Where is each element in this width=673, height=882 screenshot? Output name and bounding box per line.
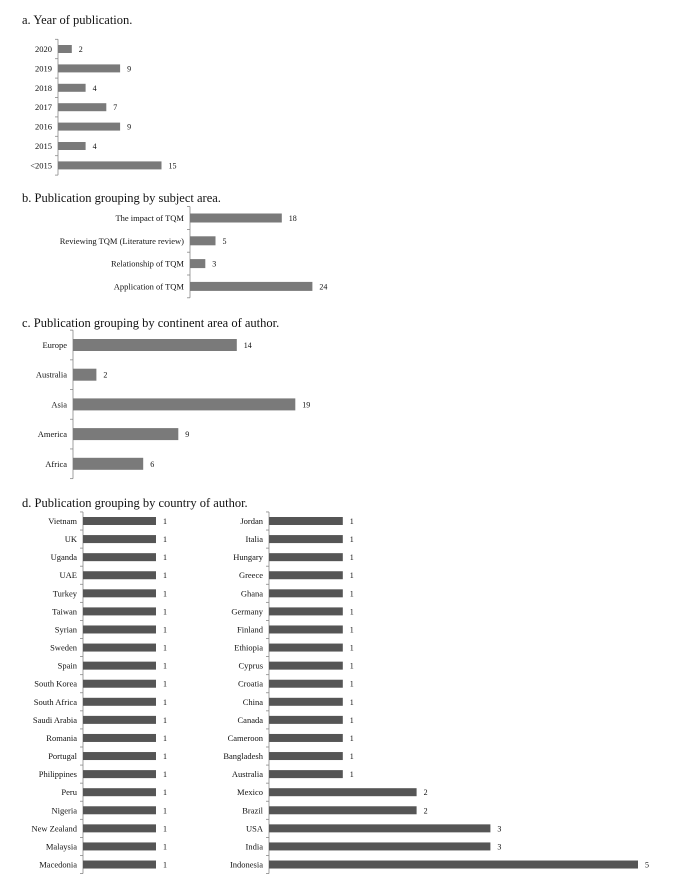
bar	[269, 680, 343, 688]
category-label: Relationship of TQM	[110, 258, 184, 269]
data-label: 1	[163, 806, 167, 816]
bar	[73, 458, 143, 470]
category-label: Europe	[42, 340, 67, 350]
bar	[269, 752, 343, 760]
bar	[83, 770, 156, 778]
data-label: 9	[127, 64, 132, 74]
category-label: <2015	[30, 160, 52, 171]
data-label: 18	[288, 214, 297, 223]
category-label: South Africa	[33, 696, 77, 707]
bar	[269, 698, 343, 706]
bar	[269, 824, 490, 832]
bar	[83, 806, 156, 814]
category-label: Sweden	[50, 642, 77, 653]
category-label: Application of TQM	[113, 281, 184, 292]
data-label: 19	[302, 400, 311, 410]
chart-title: c. Publication grouping by continent area of author.	[22, 316, 280, 330]
data-label: 1	[163, 643, 167, 653]
bar	[83, 571, 156, 579]
data-label: 1	[349, 625, 354, 635]
category-label: 2016	[35, 121, 52, 132]
chart-title: b. Publication grouping by subject area.	[22, 191, 221, 205]
bar	[269, 571, 343, 579]
data-label: 1	[349, 679, 354, 689]
data-label: 4	[92, 83, 97, 93]
bar	[58, 103, 106, 111]
data-label: 1	[349, 697, 354, 707]
bar	[83, 842, 156, 850]
category-label: Hungary	[233, 552, 263, 563]
bar	[269, 662, 343, 670]
category-label: 2015	[35, 141, 52, 151]
bar	[269, 607, 343, 615]
category-label: Syrian	[54, 624, 77, 635]
data-label: 14	[243, 341, 252, 350]
category-label: Saudi Arabia	[32, 714, 77, 725]
data-label: 9	[185, 430, 190, 440]
bar	[269, 589, 343, 597]
data-label: 2	[423, 788, 428, 798]
category-label: Romania	[46, 732, 77, 743]
category-label: Brazil	[242, 805, 263, 816]
category-label: USA	[245, 823, 263, 834]
category-label: New Zealand	[31, 823, 77, 834]
bar	[73, 369, 96, 381]
category-label: Australia	[35, 369, 67, 380]
data-label: 1	[349, 770, 354, 780]
data-label: 1	[349, 643, 354, 653]
category-label: Philippines	[38, 769, 77, 780]
category-label: 2019	[35, 63, 52, 74]
category-label: Portugal	[48, 751, 77, 762]
bar	[190, 236, 216, 245]
category-label: Reviewing TQM (Literature review)	[59, 235, 184, 246]
bar	[83, 553, 156, 561]
category-label: Vietnam	[48, 516, 77, 526]
data-label: 5	[222, 236, 227, 246]
data-label: 7	[113, 103, 118, 113]
bar	[83, 698, 156, 706]
data-label: 9	[127, 122, 132, 132]
category-label: Indonesia	[229, 859, 263, 870]
bar	[83, 680, 156, 688]
data-label: 3	[497, 842, 502, 852]
bar	[190, 259, 205, 268]
data-label: 2	[103, 370, 108, 380]
category-label: Mexico	[237, 787, 263, 798]
bar	[83, 589, 156, 597]
bar	[58, 45, 72, 53]
category-label: Asia	[51, 399, 67, 410]
category-label: Africa	[45, 458, 67, 469]
category-label: 2017	[35, 102, 52, 113]
category-label: Turkey	[52, 588, 77, 599]
data-label: 3	[212, 259, 217, 269]
bar	[269, 842, 490, 850]
bar	[269, 788, 417, 796]
bar	[190, 214, 282, 223]
bar	[58, 142, 86, 150]
category-label: Ghana	[240, 588, 263, 599]
data-label: 1	[349, 535, 354, 545]
category-label: UAE	[59, 570, 77, 581]
data-label: 1	[349, 752, 354, 762]
bar	[83, 517, 156, 525]
category-label: Malaysia	[45, 841, 77, 852]
bar	[83, 662, 156, 670]
category-label: 2020	[35, 44, 52, 54]
bar	[58, 161, 162, 169]
bar	[73, 339, 237, 351]
bar	[58, 64, 120, 72]
bar	[269, 770, 343, 778]
data-label: 15	[168, 161, 177, 171]
category-label: Canada	[237, 714, 263, 725]
data-label: 1	[349, 607, 354, 617]
data-label: 1	[349, 589, 354, 599]
category-label: Bangladesh	[223, 751, 263, 762]
category-label: Finland	[237, 624, 263, 635]
data-label: 1	[349, 661, 354, 671]
data-label: 1	[163, 607, 167, 617]
data-label: 24	[319, 282, 328, 292]
category-label: America	[37, 429, 67, 440]
data-label: 1	[163, 589, 167, 599]
category-label: Taiwan	[52, 606, 77, 617]
bar	[83, 824, 156, 832]
category-label: China	[242, 696, 263, 707]
bar	[269, 861, 638, 869]
bar	[83, 861, 156, 869]
bar	[269, 734, 343, 742]
category-label: Greece	[238, 570, 263, 581]
bar	[269, 806, 417, 814]
category-label: UK	[64, 534, 77, 545]
bar	[73, 398, 295, 410]
data-label: 2	[423, 806, 428, 816]
data-label: 3	[497, 824, 502, 834]
data-label: 4	[92, 142, 97, 151]
bar	[83, 625, 156, 633]
data-label: 1	[349, 715, 354, 725]
bar	[58, 84, 86, 92]
data-label: 1	[349, 517, 354, 526]
category-label: Peru	[61, 787, 77, 798]
chart-title: a. Year of publication.	[22, 13, 133, 27]
data-label: 5	[645, 860, 649, 870]
data-label: 1	[163, 553, 167, 563]
data-label: 1	[163, 625, 167, 635]
category-label: Australia	[231, 769, 263, 780]
bar	[269, 644, 343, 652]
data-label: 1	[163, 571, 167, 581]
data-label: 1	[163, 715, 167, 725]
bar	[83, 788, 156, 796]
category-label: Jordan	[240, 516, 263, 526]
bar	[269, 517, 343, 525]
bar	[269, 716, 343, 724]
category-label: Cyprus	[238, 660, 263, 671]
data-label: 6	[150, 459, 155, 469]
bar	[83, 716, 156, 724]
data-label: 1	[163, 733, 167, 743]
data-label: 1	[349, 733, 354, 743]
chart-title: d. Publication grouping by country of author.	[22, 496, 248, 510]
bar	[190, 282, 312, 291]
category-label: South Korea	[34, 678, 77, 689]
category-label: Croatia	[237, 678, 263, 689]
data-label: 1	[163, 788, 167, 798]
bar	[83, 644, 156, 652]
bar	[83, 734, 156, 742]
data-label: 1	[163, 824, 167, 834]
category-label: Cameroon	[227, 732, 263, 743]
data-label: 1	[163, 535, 167, 545]
category-label: India	[245, 841, 263, 852]
category-label: Spain	[57, 660, 77, 671]
data-label: 1	[163, 697, 167, 707]
category-label: Macedonia	[39, 859, 77, 870]
bar	[83, 607, 156, 615]
category-label: 2018	[35, 82, 52, 93]
data-label: 1	[163, 860, 167, 870]
bar	[73, 428, 178, 440]
data-label: 1	[163, 517, 167, 526]
bar	[269, 535, 343, 543]
bar	[269, 625, 343, 633]
data-label: 1	[163, 752, 167, 762]
bar	[269, 553, 343, 561]
data-label: 1	[349, 571, 354, 581]
category-label: The impact of TQM	[115, 213, 184, 223]
bar	[83, 752, 156, 760]
category-label: Germany	[231, 606, 263, 617]
category-label: Ethiopia	[234, 642, 263, 653]
data-label: 1	[163, 770, 167, 780]
data-label: 1	[163, 679, 167, 689]
data-label: 2	[78, 45, 83, 54]
bar	[83, 535, 156, 543]
category-label: Uganda	[50, 552, 77, 563]
data-label: 1	[163, 842, 167, 852]
data-label: 1	[349, 553, 354, 563]
category-label: Nigeria	[51, 805, 77, 816]
data-label: 1	[163, 661, 167, 671]
category-label: Italia	[245, 534, 263, 545]
bar	[58, 123, 120, 131]
